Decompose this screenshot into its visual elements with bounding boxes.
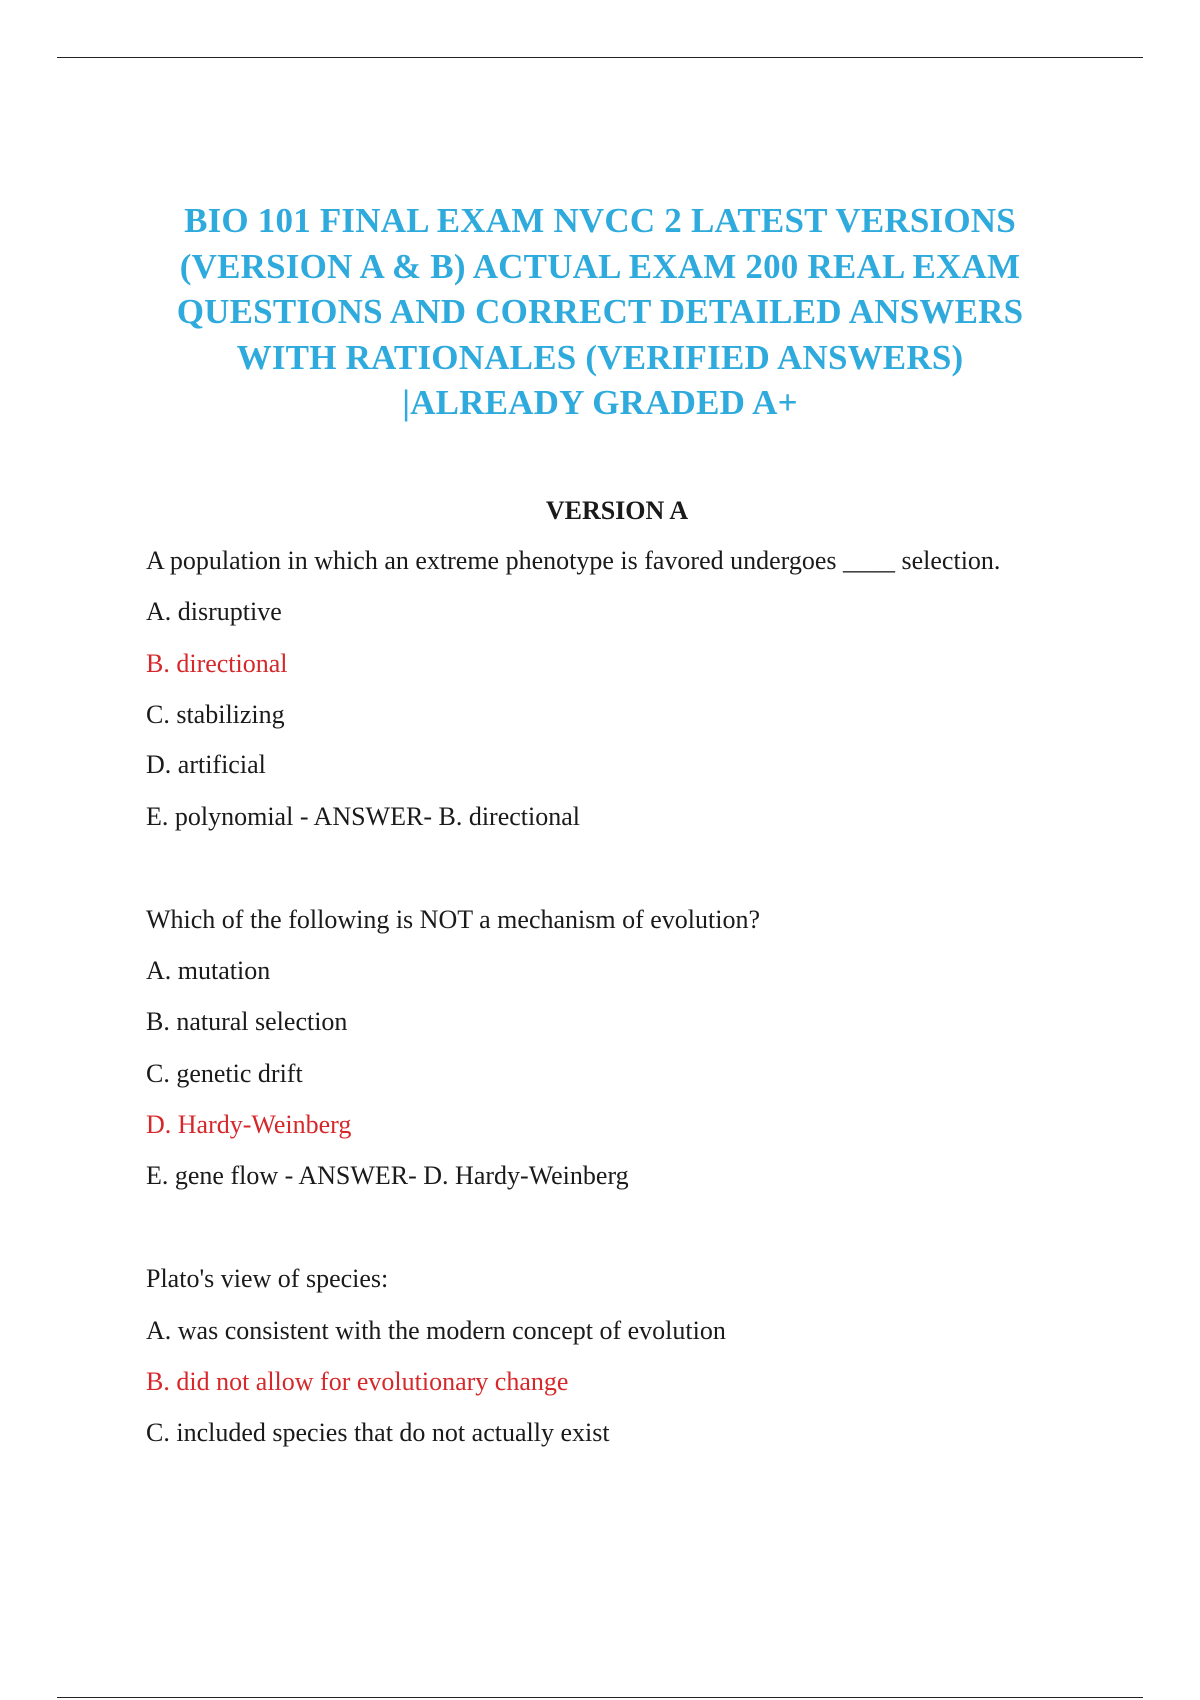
answer-option: C. included species that do not actually exist [146, 1418, 610, 1447]
answer-option: A. mutation [146, 956, 271, 985]
document-title [130, 198, 1070, 426]
answer-option: C. stabilizing [146, 700, 285, 729]
correct-answer-option: B. directional [146, 649, 288, 678]
answer-option: E. polynomial - ANSWER- B. directional [146, 802, 580, 831]
title-line: WITH RATIONALES (VERIFIED ANSWERS) [236, 337, 964, 377]
header-rule [57, 57, 1143, 58]
title-line: (VERSION A & B) ACTUAL EXAM 200 REAL EXAM [179, 246, 1021, 286]
footer-rule [57, 1697, 1143, 1698]
question-prompt: A population in which an extreme phenotype is favored undergoes ____ selection. [146, 546, 1001, 575]
title-line: |ALREADY GRADED A+ [402, 383, 798, 422]
correct-answer-option: B. did not allow for evolutionary change [146, 1367, 569, 1396]
answer-option: B. natural selection [146, 1007, 348, 1036]
question-prompt: Plato's view of species: [146, 1264, 389, 1293]
answer-option: A. was consistent with the modern concept of evolution [146, 1316, 726, 1345]
answer-option: C. genetic drift [146, 1059, 303, 1088]
answer-option: D. artificial [146, 750, 266, 779]
title-line: QUESTIONS AND CORRECT DETAILED ANSWERS [176, 292, 1024, 331]
answer-option: A. disruptive [146, 597, 282, 626]
question-prompt: Which of the following is NOT a mechanism of evolution? [146, 905, 760, 934]
section-heading: VERSION A [545, 496, 689, 525]
answer-option: E. gene flow - ANSWER- D. Hardy-Weinberg [146, 1161, 629, 1190]
title-line: BIO 101 FINAL EXAM NVCC 2 LATEST VERSIONS [184, 201, 1016, 240]
correct-answer-option: D. Hardy-Weinberg [146, 1110, 352, 1139]
